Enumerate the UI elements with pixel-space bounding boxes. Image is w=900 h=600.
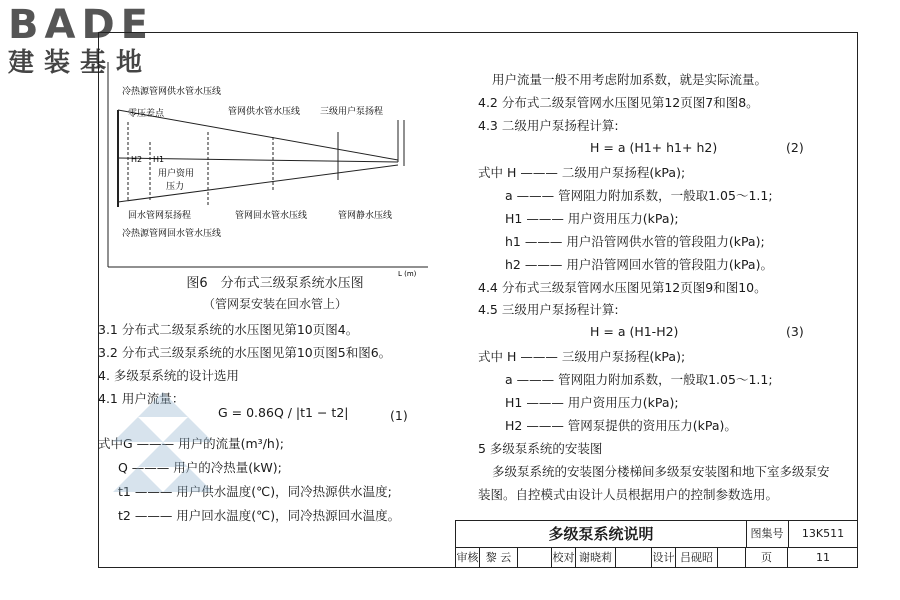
right-line-4-4: 4.4 分布式三级泵管网水压图见第12页图9和图10。 — [478, 280, 767, 295]
label-return-pump: 回水管网泵扬程 — [128, 211, 192, 221]
formula-3-number: (3) — [786, 324, 804, 339]
left-line-3-1: 3.1 分布式二级泵系统的水压图见第10页图4。 — [98, 322, 359, 337]
right-line-4-3: 4.3 二级用户泵扬程计算: — [478, 118, 619, 133]
atlas-label: 图集号 — [746, 521, 789, 547]
reviewer-name: 黎 云 — [480, 547, 518, 568]
pressure-diagram — [98, 62, 438, 282]
left-line-g: 式中G ——— 用户的流量(m³/h); — [98, 436, 284, 451]
right-line-H2-3: H2 ——— 管网泵提供的资用压力(kPa)。 — [505, 418, 737, 433]
formula-1-number: (1) — [390, 408, 408, 423]
page-number: 11 — [816, 551, 830, 564]
right-line-4-2: 4.2 分布式二级泵管网水压图见第12页图7和图8。 — [478, 95, 759, 110]
right-line-h2: h2 ——— 用户沿管网回水管的管段阻力(kPa)。 — [505, 257, 773, 272]
designer-signature — [718, 547, 746, 568]
logo-cn-text: 建装基地 — [8, 48, 153, 78]
figure-title: 图6 分布式三级泵系统水压图 — [186, 276, 364, 291]
axis-x-label: L (m) — [398, 270, 417, 278]
right-line-h1: h1 ——— 用户沿管网供水管的管段阻力(kPa); — [505, 234, 765, 249]
left-line-q: Q ——— 用户的冷热量(kW); — [118, 460, 282, 475]
right-line-4-5: 4.5 三级用户泵扬程计算: — [478, 302, 619, 317]
check-label: 校对 — [552, 547, 576, 568]
atlas-number: 13K511 — [801, 527, 845, 540]
label-user-pressure-b: 压力 — [166, 182, 185, 192]
label-h2: H2 — [131, 155, 143, 164]
left-line-4: 4. 多级泵系统的设计选用 — [98, 368, 239, 383]
page-label: 页 — [746, 547, 788, 568]
formula-2: H = a (H1+ h1+ h2) — [590, 140, 718, 155]
label-supply-line: 冷热源管网供水管水压线 — [122, 87, 222, 97]
right-line-a: a ——— 管网阻力附加系数，一般取1.05～1.1; — [505, 188, 773, 203]
title-block — [455, 520, 858, 568]
right-line-h-3: 式中 H ——— 三级用户泵扬程(kPa); — [478, 349, 686, 364]
watermark-triangles — [108, 392, 218, 492]
label-zero-point: 零压差点 — [128, 109, 165, 119]
right-line-h: 式中 H ——— 二级用户泵扬程(kPa); — [478, 165, 686, 180]
formula-2-number: (2) — [786, 140, 804, 155]
label-user-pressure-a: 用户资用 — [158, 169, 195, 179]
figure-caption — [150, 272, 400, 312]
right-line-H1: H1 ——— 用户资用压力(kPa); — [505, 211, 679, 226]
design-label: 设计 — [652, 547, 676, 568]
reviewer-signature — [518, 547, 552, 568]
figure-subtitle: （管网泵安装在回水管上） — [202, 297, 347, 311]
right-line-5: 5 多级泵系统的安装图 — [478, 441, 603, 456]
left-line-t2: t2 ——— 用户回水温度(℃)，同冷热源回水温度。 — [118, 508, 401, 523]
left-line-t1: t1 ——— 用户供水温度(℃)，同冷热源供水温度; — [118, 484, 392, 499]
label-static-pressure: 管网静水压线 — [338, 211, 393, 221]
right-line-install-1: 多级泵系统的安装图分楼梯间多级泵安装图和地下室多级泵安 — [492, 464, 830, 479]
right-line-install-2: 装图。自控模式由设计人员根据用户的控制参数选用。 — [478, 487, 779, 502]
formula-1: G = 0.86Q / |t1 − t2| — [218, 405, 349, 420]
left-line-3-2: 3.2 分布式三级泵系统的水压图见第10页图5和图6。 — [98, 345, 392, 360]
label-user-supply: 管网供水管水压线 — [228, 107, 301, 117]
label-h1: H1 — [153, 155, 165, 164]
review-label: 审核 — [456, 547, 480, 568]
formula-3: H = a (H1-H2) — [590, 324, 679, 339]
right-line-a-3: a ——— 管网阻力附加系数，一般取1.05～1.1; — [505, 372, 773, 387]
designer-name: 吕砚昭 — [676, 547, 718, 568]
label-return-pressure: 管网回水管水压线 — [235, 211, 308, 221]
checker-name: 谢晓莉 — [576, 547, 616, 568]
drawing-title: 多级泵系统说明 — [456, 521, 747, 547]
label-return-line: 冷热源管网回水管水压线 — [122, 229, 222, 239]
left-line-4-1: 4.1 用户流量： — [98, 391, 185, 406]
right-line-H1-3: H1 ——— 用户资用压力(kPa); — [505, 395, 679, 410]
checker-signature — [616, 547, 652, 568]
right-line-1: 用户流量一般不用考虑附加系数，就是实际流量。 — [492, 72, 768, 87]
logo-brand-text: BADE — [8, 2, 154, 48]
label-tertiary-head: 三级用户泵扬程 — [320, 107, 384, 117]
